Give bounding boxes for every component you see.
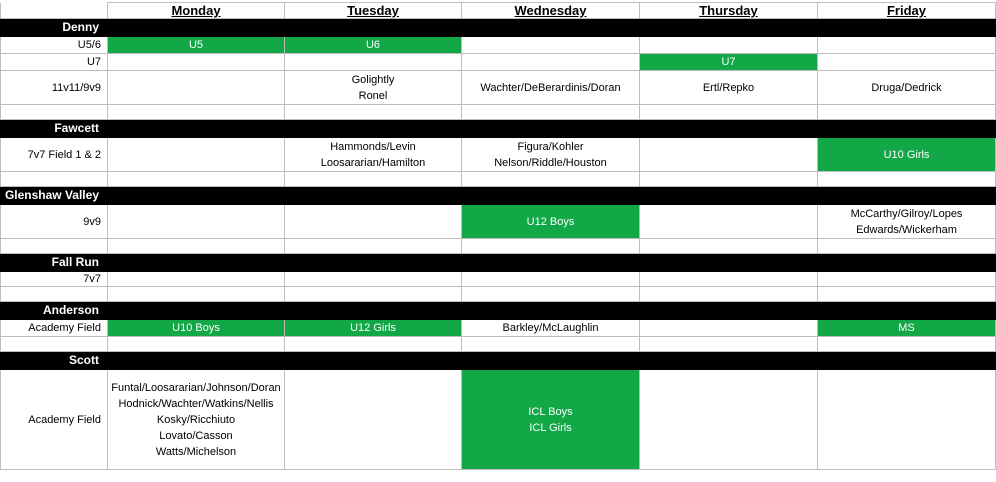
schedule-cell xyxy=(640,205,818,239)
schedule-cell: U12 Boys xyxy=(462,205,640,239)
cell-line: Edwards/Wickerham xyxy=(856,223,957,236)
schedule-cell xyxy=(108,54,285,71)
table-row xyxy=(1,71,996,105)
schedule-cell xyxy=(285,54,462,71)
schedule-cell xyxy=(108,71,285,105)
schedule-cell xyxy=(462,370,640,470)
table-row xyxy=(1,337,996,352)
schedule-cell xyxy=(462,138,640,172)
day-tuesday: Tuesday xyxy=(285,3,462,19)
cell-line: McCarthy/Gilroy/Lopes xyxy=(850,207,963,220)
day-header-row xyxy=(1,3,996,19)
schedule-cell: U10 Boys xyxy=(108,320,285,337)
location-header-denny xyxy=(1,19,996,37)
schedule-cell xyxy=(462,37,640,54)
schedule-cell: U6 xyxy=(285,37,462,54)
table-row xyxy=(1,54,996,71)
cell-line: Golightly xyxy=(351,73,395,86)
cell-line: Nelson/Riddle/Houston xyxy=(494,156,607,169)
table-row xyxy=(1,172,996,187)
cell-line: ICL Boys xyxy=(528,405,573,418)
cell-line: ICL Girls xyxy=(529,421,572,434)
day-friday: Friday xyxy=(818,3,996,19)
location-header-fawcett xyxy=(1,120,996,138)
schedule-cell xyxy=(818,370,996,470)
row-label: 9v9 xyxy=(1,205,108,239)
corner-cell xyxy=(1,3,108,19)
schedule-cell: U5 xyxy=(108,37,285,54)
table-row xyxy=(1,320,996,337)
location-name: Glenshaw Valley xyxy=(1,187,108,205)
location-name: Anderson xyxy=(1,302,108,320)
schedule-cell: Wachter/DeBerardinis/Doran xyxy=(462,71,640,105)
table-row xyxy=(1,272,996,287)
cell-line: Loosararian/Hamilton xyxy=(320,156,426,169)
cell-line: Lovato/Casson xyxy=(159,429,233,442)
schedule-cell: Barkley/McLaughlin xyxy=(462,320,640,337)
schedule-table xyxy=(0,2,996,470)
table-row xyxy=(1,287,996,302)
table-row xyxy=(1,370,996,470)
schedule-cell xyxy=(108,138,285,172)
schedule-cell: U7 xyxy=(640,54,818,71)
cell-line: Hodnick/Wachter/Watkins/Nellis xyxy=(118,397,274,410)
table-row xyxy=(1,105,996,120)
location-name: Scott xyxy=(1,352,108,370)
table-row xyxy=(1,37,996,54)
schedule-cell xyxy=(640,138,818,172)
table-row xyxy=(1,138,996,172)
location-name: Fall Run xyxy=(1,254,108,272)
row-label: U5/6 xyxy=(1,37,108,54)
schedule-cell xyxy=(640,320,818,337)
row-label: Academy Field xyxy=(1,370,108,470)
table-row xyxy=(1,239,996,254)
schedule-cell xyxy=(108,205,285,239)
row-label: Academy Field xyxy=(1,320,108,337)
schedule-cell: Druga/Dedrick xyxy=(818,71,996,105)
table-row xyxy=(1,205,996,239)
cell-line: Watts/Michelson xyxy=(155,445,237,458)
cell-line: Kosky/Ricchiuto xyxy=(156,413,236,426)
cell-line: Figura/Kohler xyxy=(517,140,584,153)
location-name: Denny xyxy=(1,19,108,37)
schedule-cell: MS xyxy=(818,320,996,337)
row-label: 7v7 Field 1 & 2 xyxy=(1,138,108,172)
row-label: U7 xyxy=(1,54,108,71)
day-monday: Monday xyxy=(108,3,285,19)
day-wednesday: Wednesday xyxy=(462,3,640,19)
schedule-cell: U12 Girls xyxy=(285,320,462,337)
schedule-cell xyxy=(640,370,818,470)
schedule-cell xyxy=(640,37,818,54)
schedule-cell xyxy=(818,37,996,54)
row-label: 11v11/9v9 xyxy=(1,71,108,105)
row-label: 7v7 xyxy=(1,272,108,287)
location-header-scott xyxy=(1,352,996,370)
cell-line: Hammonds/Levin xyxy=(330,140,416,153)
location-header-anderson xyxy=(1,302,996,320)
schedule-cell xyxy=(108,370,285,470)
schedule-cell xyxy=(818,205,996,239)
location-header-fall-run xyxy=(1,254,996,272)
schedule-cell xyxy=(818,54,996,71)
schedule-cell xyxy=(285,71,462,105)
cell-line: Funtal/Loosararian/Johnson/Doran xyxy=(111,381,281,394)
location-name: Fawcett xyxy=(1,120,108,138)
schedule-cell xyxy=(285,138,462,172)
day-thursday: Thursday xyxy=(640,3,818,19)
schedule-cell xyxy=(462,54,640,71)
cell-line: Ronel xyxy=(358,89,388,102)
location-header-glenshaw-valley xyxy=(1,187,996,205)
schedule-cell: Ertl/Repko xyxy=(640,71,818,105)
schedule-cell xyxy=(285,370,462,470)
schedule-cell: U10 Girls xyxy=(818,138,996,172)
schedule-cell xyxy=(285,205,462,239)
